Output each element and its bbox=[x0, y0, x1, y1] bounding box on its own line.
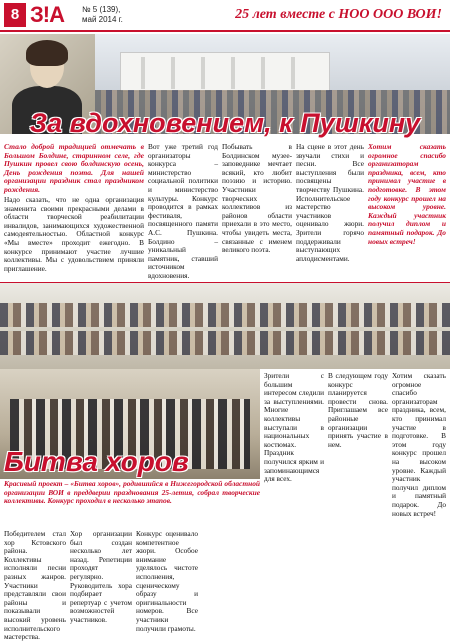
article-column: Надо сказать, что не одна организация знаменита своими прекрасными делами в области творческой реабилитации инвалидов, занимающихся художественной самодеятельностью. Областной конкурс «Мы вместе» проходит ежегодно. В конкурсе принимают участие лучшие коллективы. Мы с удовольствием приняли приглашение. bbox=[4, 195, 144, 273]
audience-photo bbox=[0, 283, 450, 369]
article-lead-choirs: Красивый проект – «Битва хоров», родившийся в Нижегородской областной организации ВОИ в преддверии празднования 25-летия, собрал творческие коллективы. Конкурс проходил в несколько этапов. bbox=[4, 479, 260, 506]
newspaper-logo: З!А bbox=[30, 2, 64, 27]
article-column: Зрители с большим интересом следили за выступлениями. Многие коллективы выступали в национальных костюмах. Праздник получился ярким и запоминающимся для всех. bbox=[264, 371, 324, 484]
estate-building bbox=[120, 52, 330, 92]
anniversary-slogan: 25 лет вместе с НОО ООО ВОИ! bbox=[235, 7, 442, 22]
article-headline-pushkin: За вдохновением, к Пушкину bbox=[29, 108, 421, 138]
article-column: Конкурс оценивало компетентное жюри. Особое внимание уделялось чистоте исполнения, сценическому образу и оригинальности номеров. Все участники получили грамоты. bbox=[136, 529, 198, 633]
article-closing-note: Хотим сказать огромное спасибо организаторам праздника, всем, кто принимал участие в подготовке. В этом году конкурс прошел на высоком уровне. Каждый участник получил диплом и памятный подарок. До новых встреч! bbox=[368, 142, 446, 246]
issue-number: № 5 (139), bbox=[82, 5, 121, 14]
page-header bbox=[0, 0, 450, 32]
article-headline-choirs: Битва хоров bbox=[4, 446, 189, 477]
section-divider bbox=[0, 282, 450, 283]
article-column: Хотим сказать огромное спасибо организаторам праздника, всем, кто принимал участие в подготовке. В этом году конкурс прошел на высоком уровне. Каждый участник получил диплом и памятный подарок. До новых встреч! bbox=[392, 371, 446, 518]
article-lead-pushkin: Стало доброй традицией отмечать в Большом Болдине, старинном селе, где Пушкин провел свою болдинскую осень, День рождения поэта. Для нашей организации праздник стал праздником рождения. bbox=[4, 142, 144, 194]
issue-info bbox=[82, 5, 123, 25]
article-column: На сцене в этот день звучали стихи и песни. Все выступления были посвящены творчеству Пушкина. Исполнительское мастерство участников оценивало жюри. Зрители горячо поддерживали выступающих аплодисментами. bbox=[296, 142, 364, 263]
article-column: Побывать в Болдинском музее-заповеднике мечтает всякий, кто любит поэзию и историю. Участники творческих коллективов из районов области приехали в это место, чтобы увидеть места, связанные с именем великого поэта. bbox=[222, 142, 292, 255]
article-column: Хор организации был создан несколько лет назад. Репетиции проходят регулярно. Руководитель хора подбирает репертуар с учетом возможностей участников. bbox=[70, 529, 132, 624]
article-column: В следующем году конкурс планируется провести снова. Приглашаем все районные организации принять участие в нем. bbox=[328, 371, 388, 449]
article-column: Вот уже третий год организаторы конкурса – министерство социальной политики и министерство культуры. Конкурс проводится в рамках фестиваля, посвященного памяти А.С. Пушкина. Болдино – уникальный памятник, ставший источником вдохновения. bbox=[148, 142, 218, 280]
page-number: 8 bbox=[4, 3, 26, 27]
article-column: Победителем стал хор Кстовского района. Коллективы исполняли песни разных жанров. Участники представляли свои районы и показывали высокий уровень исполнительского мастерства. bbox=[4, 529, 66, 642]
issue-date: май 2014 г. bbox=[82, 15, 123, 24]
